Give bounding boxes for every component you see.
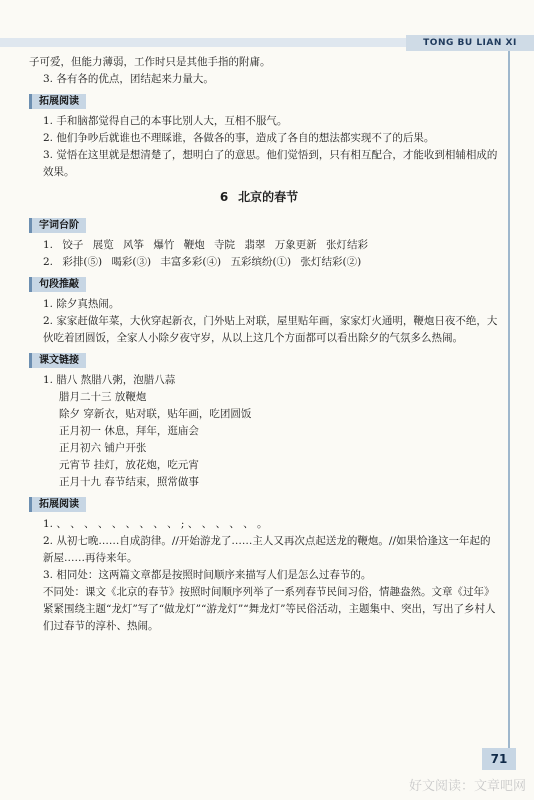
margin-rule bbox=[508, 51, 510, 751]
section-label: 课文链接 bbox=[29, 353, 86, 368]
text-line: 1. 饺子 展览 风筝 爆竹 鞭炮 寺院 翡翠 万象更新 张灯结彩 bbox=[43, 239, 369, 251]
text-line: 2. 家家赶做年菜，大伙穿起新衣，门外贴上对联，屋里贴年画，家家灯火通明，鞭炮日夜不绝，大伙吃着团圆饭，全家人小除夕夜守岁，从以上这几个方面都可以看出除夕的气氛多么热闹。 bbox=[43, 315, 498, 344]
section-label: 拓展阅读 bbox=[29, 94, 86, 109]
text-line: 1. 、 、 、 、 、 、 、 、 、 ; 、 、 、 、 、 。 bbox=[43, 518, 268, 530]
text-line: 1. 腊八 熬腊八粥，泡腊八蒜 bbox=[43, 374, 176, 386]
lesson-title bbox=[29, 189, 499, 206]
text-line: 不同处：课文《北京的春节》按照时间顺序列举了一系列春节民间习俗，情趣盎然。文章《过年》紧紧围绕主题“龙灯”写了“做龙灯”“游龙灯”“舞龙灯”等民俗活动，主题集中、突出，写出了乡村人们过春节的淳朴、热闹。 bbox=[43, 586, 496, 632]
page-number: 71 bbox=[482, 748, 516, 770]
section-label: 字词台阶 bbox=[29, 218, 86, 233]
text-line: 1. 手和脑都觉得自己的本事比别人大，互相不服气。 bbox=[43, 115, 288, 127]
header-tab: TONG BU LIAN XI bbox=[406, 35, 534, 51]
text-line: 3. 觉悟在这里就是想清楚了，想明白了的意思。他们觉悟到，只有相互配合，才能收到相辅相成的效果。 bbox=[43, 149, 498, 178]
text-line: 正月十九 春节结束，照常做事 bbox=[59, 476, 199, 488]
text-line: 3. 各有各的优点，团结起来力量大。 bbox=[43, 73, 214, 85]
lesson-name: 北京的春节 bbox=[238, 190, 299, 204]
text-line: 除夕 穿新衣，贴对联，贴年画，吃团圆饭 bbox=[59, 408, 252, 420]
text-line: 子可爱，但能力薄弱，工作时只是其他手指的附庸。 bbox=[29, 56, 271, 68]
lesson-number: 6 bbox=[219, 190, 229, 204]
section-label: 拓展阅读 bbox=[29, 497, 86, 512]
section-label: 句段推敲 bbox=[29, 277, 86, 292]
text-line: 3. 相同处：这两篇文章都是按照时间顺序来描写人们是怎么过春节的。 bbox=[43, 569, 372, 581]
text-line: 2. 从初七晚……自成韵律。//开始游龙了……主人又再次点起送龙的鞭炮。//如果恰逢这一年起的新屋……再待来年。 bbox=[43, 535, 491, 564]
text-line: 腊月二十三 放鞭炮 bbox=[59, 391, 147, 403]
text-line: 2. 彩排(⑤) 喝彩(③) 丰富多彩(④) 五彩缤纷(①) 张灯结彩(②) bbox=[43, 256, 362, 268]
text-line: 1. 除夕真热闹。 bbox=[43, 298, 120, 310]
text-line: 正月初一 休息，拜年，逛庙会 bbox=[59, 425, 199, 437]
text-line: 元宵节 挂灯，放花炮，吃元宵 bbox=[59, 459, 199, 471]
text-line: 正月初六 铺户开张 bbox=[59, 442, 147, 454]
page-content bbox=[29, 54, 499, 635]
watermark: 好文阅读：文章吧网 bbox=[408, 779, 526, 794]
text-line: 2. 他们争吵后就谁也不理睬谁，各做各的事，造成了各自的想法都实现不了的后果。 bbox=[43, 132, 435, 144]
